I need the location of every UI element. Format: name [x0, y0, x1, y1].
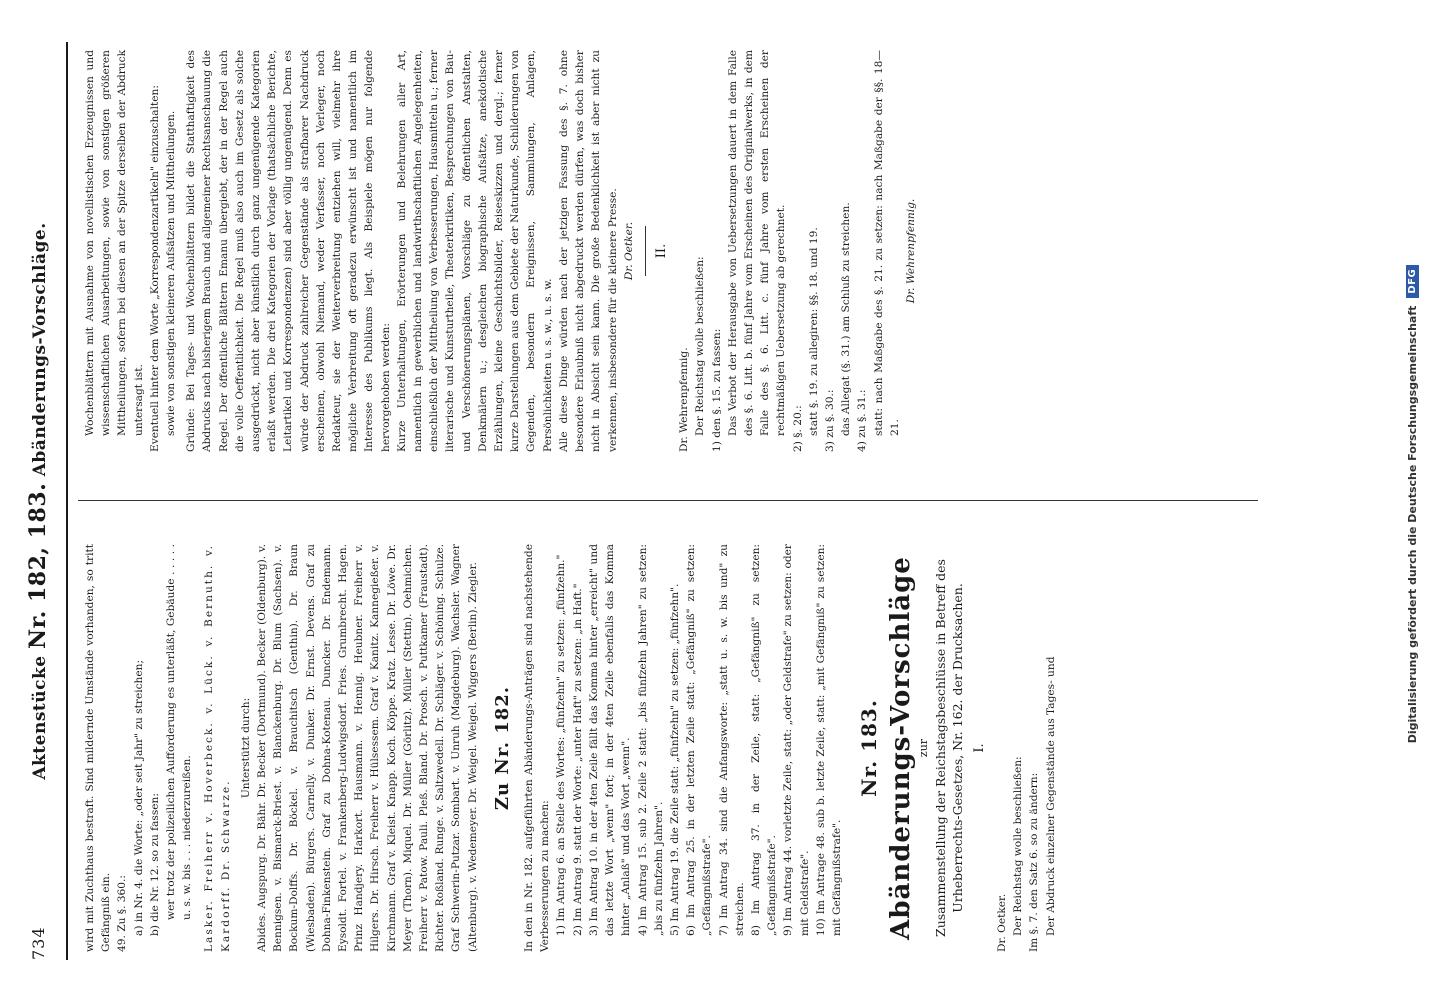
list-item: 5) Im Antrag 19. die Zeile statt: „fünfzehn" zu setzen: „fünfzehn". — [668, 583, 681, 936]
page-number: 734 — [28, 926, 48, 960]
list-item: 7) Im Antrag 34. sind die Anfangsworte: „statt u. s. w. bis und" zu streichen. — [717, 544, 746, 936]
list-item: 10) Im Antrage 48. sub b. letzte Zeile, statt: „mit Gefängniß" zu setzen: mit Gefängnißstrafe". — [814, 544, 843, 936]
list-item: 6) Im Antrag 25. in der letzten Zeile statt: „Gefängniß" zu setzen: „Gefängnißstrafe". — [685, 544, 714, 936]
paragraph: Der Reichstag wolle beschließen: — [694, 256, 707, 436]
separator — [645, 226, 646, 276]
author: Dr. Wehrenpfennig. — [678, 347, 691, 452]
paragraph: Eventuell hinter dem Worte „Korrespondenzartikeln" einzuschalten: — [148, 85, 161, 452]
paragraph: Im §. 7. den Satz 6. so zu ändern: — [1028, 772, 1041, 952]
column-divider — [78, 500, 1258, 501]
dfg-logo-icon: DFG — [1406, 265, 1419, 298]
paragraph: das Allegat (§. 31.) am Schluß zu streichen. — [840, 202, 853, 436]
list-item: 2) Im Antrag 9. statt der Worte: „unter Haft" zu setzen: „in Haft." — [571, 583, 584, 936]
paragraph: Kurze Unterhaltungen, Erörterungen und Belehrungen aller Art, namentlich in gewerblichen und landwirthschaftlichen Angelegenheiten, einschließlich der Mittheilung von Verbesserungen, Hausmitteln u.; ferner literarische und Kunsturtheile, Theaterkritiken, Besprechungen von Bau- und Verschönerungsplänen, Vorschläge zu öffentlichen Anstalten, Denkmälern u.; desgleichen biographische Aufsätze, anekdotische Erzählungen, kleine Geschichtsbilder, Reiseskizzen und dergl.; ferner kurze Darstellungen aus dem Gebiete der Naturkunde, Schilderungen von Gegenden, besondern Ereignissen, Sammlungen, Anlagen, Persönlichkeiten u. s. w., u. s. w. — [395, 50, 554, 452]
page-header — [10, 42, 68, 960]
paragraph: sowie von sonstigen kleineren Aufsätzen und Mittheilungen. — [165, 110, 178, 436]
paragraph: Wochenblättern mit Ausnahme von novellistischen Erzeugnissen und wissenschaftlichen Ausarbeitungen, sowie von sonstigen größeren Mittheilungen, sofern bei diesen an der Spitze derselben der Abdruck untersagt ist. — [84, 50, 145, 436]
paragraph: b) die Nr. 12. so zu fassen: — [148, 793, 161, 936]
paragraph: statt §. 19. zu allegiren: §§. 18. und 19. — [807, 227, 820, 436]
supported-by: Unterstützt durch: — [239, 697, 252, 799]
paragraph: a) in Nr. 4. die Worte: „oder seit Jahr" zu streichen; — [132, 659, 145, 936]
heading-nr-183: Nr. 183. — [857, 699, 882, 797]
heading-vorschlaege: Abänderungs-Vorschläge — [886, 556, 917, 940]
subtitle: Zusammenstellung der Reichstagsbeschlüsse in Betreff des Urheberrechts-Gesetzes, Nr. 162. der Drucksachen. — [932, 559, 965, 937]
list-item: 1) Im Antrag 6. an Stelle des Wortes: „fünfzehn" zu setzen: „fünfzehn." — [555, 554, 568, 936]
paragraph: 49. Zu §. 360.: — [116, 875, 129, 952]
signatories: Lasker. Freiherr v. Hoverbeck. v. Lück. v. Bernuth. v. Kardorff. Dr. Schwarze. — [203, 544, 232, 952]
paragraph: wer trotz der polizeilichen Aufforderung es unterläßt, Gebäude . . . . . u. s. w. bis . . . niederzureißen. — [165, 544, 194, 920]
paragraph: Gründe: Bei Tages- und Wochenblättern bildet die Statthaftigkeit des Abdrucks nach bisherigem Brauch und allgemeiner Rechtsanschauung die Regel. Der öffentliche Blättern Emanu übergiebt, der in der Regel auch die volle Oeffentlichkeit. Die Regel muß also auch im Gesetz als solche ausgedrückt, nicht aber künstlich durch ganz ungenügende Kategorien erlaßt werden. Die drei Kategorien der Vorlage (thatsächliche Berichte, Leitartikel und Korrespondenzen) sind aber völlig ungenügend. Denn es würde der Abdruck zahlreicher Gegenstände als strafbarer Nachdruck erscheinen, obwohl Niemand, weder Verfasser, noch Verleger, noch Redakteur, sie der Weiterverbreitung entziehen will, vielmehr ihre mögliche Verbreitung oft geradezu erwünscht ist und namentlich im Interesse des Publikums liegt. Als Beispiele mögen nur folgende hervorgehoben werden: — [185, 50, 392, 452]
watermark-text: Digitalisierung gefördert durch die Deutsche Forschungsgemeinschaft — [1405, 305, 1419, 744]
list-item: 3) Im Antrag 10. in der 4ten Zeile fällt das Komma hinter „erreicht" und das letzte Wort „wenn" fort; in der 4ten Zeile ebenfalls das Komma hinter „Anlaß" und das Wort „wenn". — [587, 544, 633, 936]
heading-zur: zur — [916, 738, 930, 758]
paragraph: In den in Nr. 182. aufgeführten Abänderungs-Anträgen sind nachstehende Verbesserungen zu machen: — [523, 544, 552, 952]
paragraph: statt: nach Maßgabe des §. 21. zu setzen: nach Maßgabe der §§. 18—21. — [872, 50, 901, 436]
right-column — [82, 50, 919, 452]
heading-zu-nr-182: Zu Nr. 182. — [491, 685, 513, 811]
author: Dr. Oetker. — [995, 893, 1008, 952]
digitization-watermark — [1400, 14, 1424, 994]
list-item: 4) Im Antrag 15. sub 2. Zeile 2 statt: „bis fünfzehn Jahren" zu setzen: „bis zu fünfzehn Jahren". — [636, 544, 665, 936]
list-item: 4) zu §. 31.: — [856, 389, 869, 452]
header-numbers: Nr. 182, 183. — [25, 482, 51, 650]
header-right-title: Abänderungs-Vorschläge. — [30, 222, 50, 477]
list-item: 1) den §. 15. zu fassen: — [710, 328, 723, 452]
header-title — [25, 102, 51, 900]
paragraph: Alle diese Dinge würden nach der jetzigen Fassung des §. 7. ohne besondere Erlaubniß nicht abgedruckt werden dürfen, was doch bisher nicht in Absicht sein kann. Die große Bedenklichkeit ist aber nicht zu verkennen, insbesondere für die kleinere Presse. — [557, 50, 619, 452]
paragraph: Der Abdruck einzelner Gegenstände aus Tages- und — [1044, 656, 1057, 936]
supporters-list: Abides. Augspurg. Dr. Bähr. Dr. Becker (Dortmund). Becker (Oldenburg). v. Bennigsen. v. Bismarck-Briest. v. Blanckenburg. Dr. Blum (Sachsen). v. Bockum-Dolffs. Dr. Böckel. v. Brauchitsch (Genthin). Dr. Braun (Wiesbaden). Bürgers. Carnelly. v. Dunker. Dr. Ernst. Devens. Graf zu Dohna-Finkenstein. Graf zu Dohna-Kotenau. Duncker. Dr. Endemann. Eysoldt. Fortel. v. Frankenberg-Ludwigsdorf. Fries. Grumbrecht. Hagen. Prinz Handjery. Harkort. Hausmann. v. Hennig. Heubner. Freiherr v. Hilgers. Dr. Hirsch. Freiherr v. Hülsessem. Graf v. Kanitz. Kannegießer. v. Kirchmann. Graf v. Kleist. Knapp. Koch. Köppe. Kratz. Lesse. Dr. Löwe. Dr. Meyer (Thorn). Miquel. Dr. Müller (Görlitz). Müller (Stettin). Oehmichen. Freiherr v. Patow. Pauli. Pleß. Bland. Dr. Prosch. v. Puttkamer (Fraustadt). Richter. Roßland. Runge. v. Saltzwedell. Dr. Schläger. v. Schöning. Schulze. Graf Schwerin-Putzar. Sombart. v. Unruh (Magdeburg). Wachsler. Wagner (Altenburg). v. Wedemeyer. Dr. Weigel. Weigel. Wiggers (Berlin). Ziegler. — [256, 544, 479, 952]
list-item: 8) Im Antrag 37. in der Zeile, statt: „Gefängniß" zu setzen: „Gefängnißstrafe". — [749, 544, 779, 936]
list-item: 3) zu §. 30.: — [823, 389, 836, 452]
paragraph: Das Verbot der Herausgabe von Uebersetzungen dauert in dem Falle des §. 6. Litt. b. fünf Jahre vom Erscheinen des Originalwerks, in dem Falle des §. 6. Litt. c. fünf Jahre vom ersten Erscheinen der rechtmäßigen Uebersetzung ab gerechnet. — [726, 50, 788, 436]
roman-numeral: II. — [653, 243, 669, 259]
header-left-title: Aktenstücke — [30, 655, 50, 780]
paragraph: wird mit Zuchthaus bestraft. Sind mildernde Umstände vorhanden, so tritt Gefängniß ein. — [84, 544, 113, 952]
list-item: 9) Im Antrag 44. vorletzte Zeile, statt: „oder Geldstrafe" zu setzen: oder mit Geldstrafe". — [782, 544, 811, 936]
left-column — [82, 544, 1059, 952]
paragraph: Der Reichstag wolle beschließen: — [1012, 756, 1025, 936]
signature: Dr. Oetker. — [622, 221, 635, 281]
list-item: 2) §. 20.: — [791, 405, 804, 452]
signature: Dr. Wehrenpfennig. — [904, 198, 917, 304]
roman-numeral: I. — [971, 743, 987, 753]
